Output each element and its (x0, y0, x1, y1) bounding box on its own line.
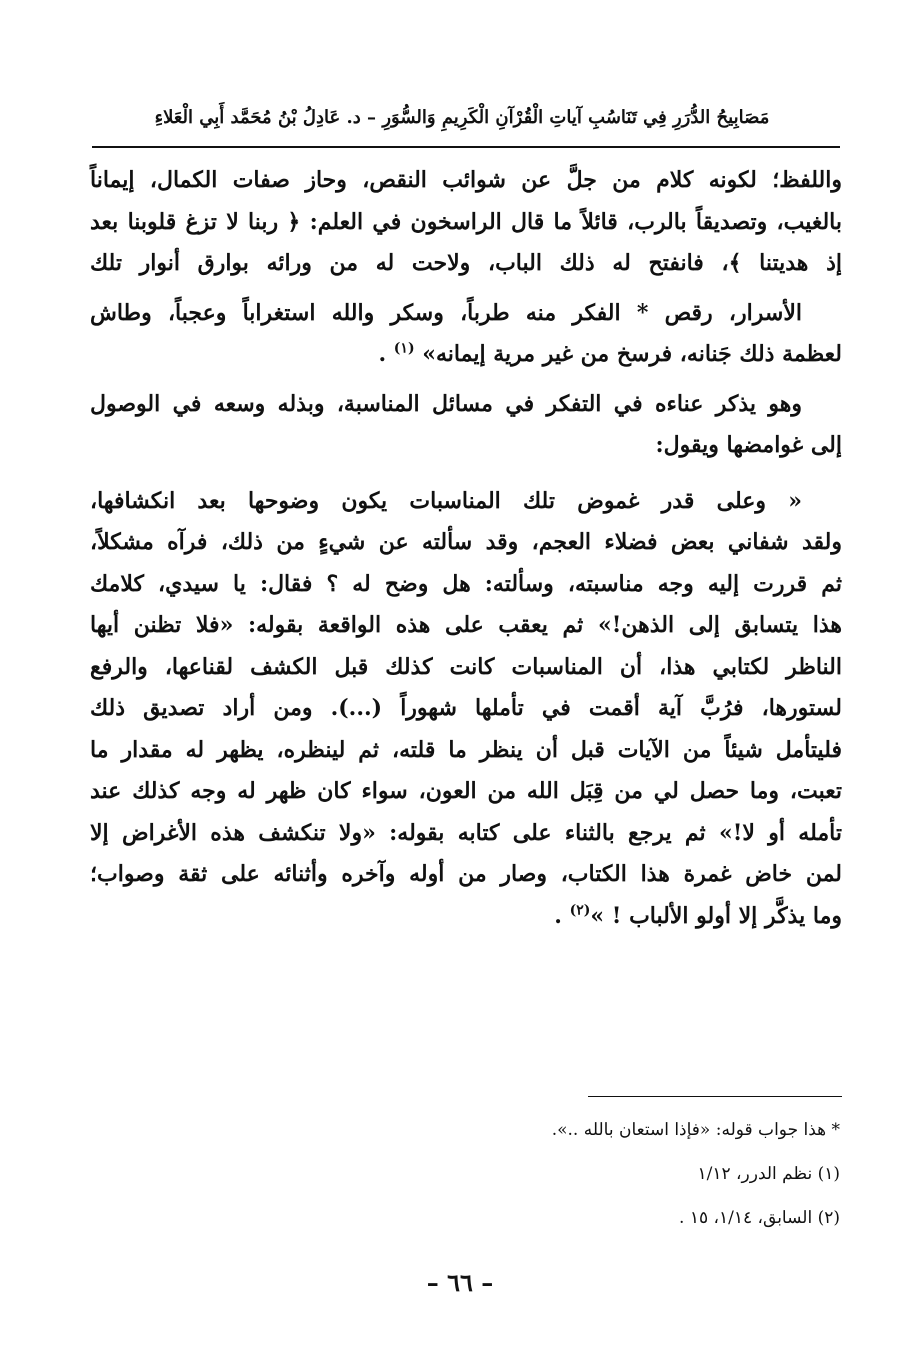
footnotes (340, 1108, 840, 1240)
text-line: فليتأمل شيئاً من الآيات قبل أن ينظر ما قلته، ثم لينظره، يظهر له مقدار ما (90, 736, 842, 763)
text-line-last (90, 334, 842, 376)
quotation-paragraph (90, 481, 842, 938)
text-line: إلى غوامضها ويقول: (655, 432, 842, 458)
text-line: إذ هديتنا ﴾، فانفتح له ذلك الباب، ولاحت له من ورائه بوارق أنوار تلك (90, 250, 842, 276)
running-header: مَصَابِيحُ الدُّرَرِ فِي تَنَاسُبِ آياتِ الْقُرْآنِ الْكَرِيمِ وَالسُّوَرِ – د. عَادِلُ بْنُ مُحَمَّد أَبِي الْعَلاءِ (154, 107, 770, 128)
footnote-2: (٢) السابق، ١/١٤، ١٥ . (679, 1208, 840, 1228)
header-rule (92, 146, 840, 148)
paragraph-3 (90, 384, 842, 467)
footnote-1: (١) نظم الدرر، ١/١٢ (697, 1164, 840, 1184)
text-line: تعبت، وما حصل لي من قِبَل الله من العون، سواء كان ظهر له وجه كذلك عند (90, 778, 842, 804)
text-line: الأسرار، رقص * الفكر منه طرباً، وسكر والله استغراباً وعجباً، وطاش (90, 299, 802, 326)
paragraph-2 (90, 293, 842, 376)
text-line: « وعلى قدر غموض تلك المناسبات يكون وضوحها بعد انكشافها، (90, 487, 802, 514)
text-segment: لعظمة ذلك جَنانه، فرسخ من غير مرية إيمانه» (422, 341, 842, 367)
footnote-reference: (٢) (569, 902, 591, 919)
text-line-last (90, 896, 842, 938)
text-line: ثم قررت إليه وجه مناسبته، وسألته: هل وضح له ؟ فقال: يا سيدي، كلامك (90, 570, 842, 597)
main-text (90, 160, 842, 937)
text-line: ولقد شفاني بعض فضلاء العجم، وقد سألته عن شيءٍ من ذلك، فرآه مشكلاً، (90, 529, 842, 555)
text-line: لستورها، فرُبَّ آية أقمت في تأملها شهوراً (...). ومن أراد تصديق ذلك (90, 695, 842, 721)
text-line: تأمله أو لا!» ثم يرجع بالثناء على كتابه بقوله: «ولا تنكشف هذه الأغراض إلا (90, 819, 842, 846)
text-line: وهو يذكر عناءه في التفكر في مسائل المناسبة، وبذله وسعه في الوصول (90, 390, 802, 417)
paragraph-1 (90, 160, 842, 285)
sentence-end: . (554, 902, 570, 929)
text-line: بالغيب، وتصديقاً بالرب، قائلاً ما قال الراسخون في العلم: ﴿ ربنا لا تزغ قلوبنا بعد (90, 208, 842, 235)
page-number: – ٦٦ – (426, 1268, 494, 1297)
sentence-end: . (378, 341, 394, 367)
text-line: هذا يتسابق إلى الذهن!» ثم يعقب على هذه الواقعة بقوله: «فلا تظنن أيها (90, 612, 842, 638)
footnote-star: * هذا جواب قوله: «فإذا استعان بالله ..». (551, 1120, 840, 1140)
text-line: الناظر لكتابي هذا، أن المناسبات كانت كذلك قبل الكشف لقناعها، والرفع (90, 653, 842, 680)
footnote-reference: (١) (393, 340, 415, 357)
text-segment: وما يذكَّر إلا أولو الألباب ! » (590, 902, 842, 929)
text-line: لمن خاض غمرة هذا الكتاب، وصار من أوله وآخره وأثنائه على ثقة وصواب؛ (90, 861, 842, 887)
footnote-separator (588, 1096, 842, 1097)
text-line: واللفظ؛ لكونه كلام من جلَّ عن شوائب النقص، وحاز صفات الكمال، إيماناً (90, 167, 842, 193)
